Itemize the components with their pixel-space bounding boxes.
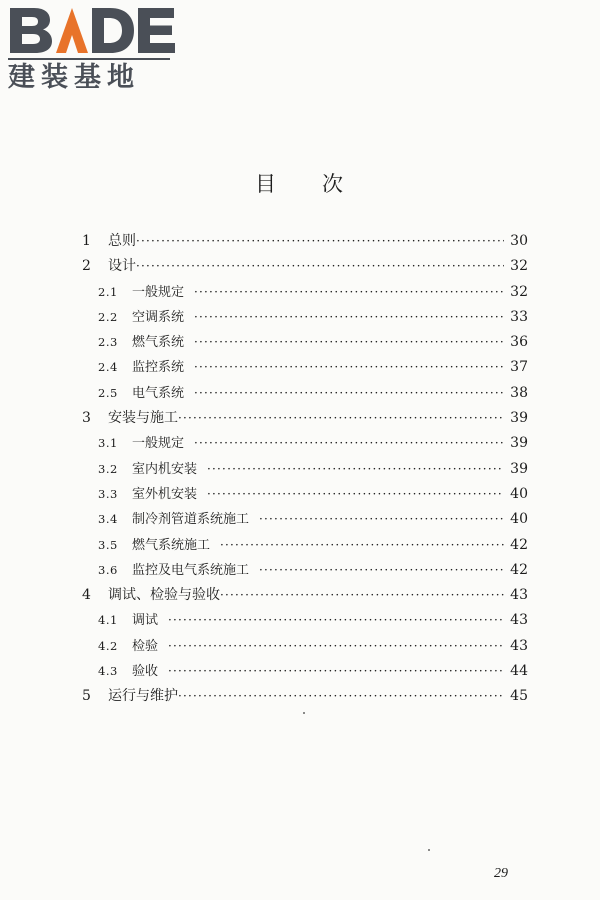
title-char-2: 次	[322, 172, 345, 196]
bade-logo-icon	[8, 4, 178, 56]
toc-page-number: 40	[510, 511, 528, 528]
toc-page-number: 44	[510, 663, 528, 680]
toc-leader-dots	[220, 588, 504, 602]
toc-section-row[interactable]	[82, 331, 528, 356]
title-char-1: 目	[255, 172, 278, 196]
toc-section-row[interactable]	[82, 382, 528, 407]
toc-number: 4.1	[98, 613, 118, 628]
toc-number: 2	[82, 258, 91, 275]
toc-number: 2.4	[98, 360, 118, 375]
logo-subtitle: 建装基地	[8, 62, 140, 93]
toc-page-number: 37	[510, 359, 528, 376]
toc-label: 电气系统	[132, 385, 185, 401]
toc-number: 3.6	[98, 562, 118, 577]
toc-number: 3.3	[98, 486, 118, 501]
toc-leader-dots	[168, 639, 504, 653]
toc-chapter-row[interactable]	[82, 584, 528, 609]
toc-chapter-row[interactable]	[82, 230, 528, 255]
toc-section-row[interactable]	[82, 508, 528, 533]
page-title	[0, 168, 600, 198]
toc-section-row[interactable]	[82, 281, 528, 306]
toc-label: 验收	[132, 664, 159, 680]
toc-number: 4.3	[98, 664, 118, 679]
toc-label: 燃气系统	[132, 335, 185, 351]
toc-label: 设计	[108, 258, 136, 275]
toc-page-number: 42	[510, 561, 528, 578]
toc-section-row[interactable]	[82, 609, 528, 634]
toc-page-number: 39	[510, 435, 528, 452]
toc-page-number: 43	[510, 612, 528, 629]
toc-leader-dots	[259, 512, 504, 526]
toc-page-number: 36	[510, 334, 528, 351]
toc-page-number: 39	[510, 460, 528, 477]
toc-label: 检验	[132, 638, 159, 654]
toc-leader-dots	[194, 285, 504, 299]
toc-label: 监控及电气系统施工	[132, 562, 250, 578]
toc-label: 监控系统	[132, 360, 185, 376]
toc-leader-dots	[168, 664, 504, 678]
toc-chapter-row[interactable]	[82, 255, 528, 280]
toc-page-number: 38	[510, 384, 528, 401]
toc-section-row[interactable]	[82, 483, 528, 508]
toc-number: 2.3	[98, 335, 118, 350]
toc-label: 一般规定	[132, 436, 185, 452]
toc-page-number: 33	[510, 308, 528, 325]
toc-leader-dots	[136, 259, 504, 273]
toc-leader-dots	[178, 689, 504, 703]
toc-label: 安装与施工	[108, 410, 178, 427]
toc-section-row[interactable]	[82, 458, 528, 483]
toc-number: 3.2	[98, 461, 118, 476]
toc-number: 4	[82, 587, 91, 604]
toc-page-number: 39	[510, 410, 528, 427]
toc-leader-dots	[168, 613, 504, 627]
toc-number: 5	[82, 688, 91, 705]
toc-label: 室内机安装	[132, 461, 198, 477]
table-of-contents	[82, 230, 528, 711]
toc-page-number: 43	[510, 637, 528, 654]
toc-page-number: 42	[510, 536, 528, 553]
toc-label: 总则	[108, 233, 136, 249]
toc-label: 调试	[132, 613, 159, 629]
toc-section-row[interactable]	[82, 306, 528, 331]
toc-leader-dots	[259, 563, 504, 577]
toc-leader-dots	[194, 310, 504, 324]
logo	[8, 4, 178, 94]
toc-section-row[interactable]	[82, 559, 528, 584]
logo-wordmark	[8, 4, 178, 56]
toc-section-row[interactable]	[82, 635, 528, 660]
toc-leader-dots	[207, 462, 504, 476]
toc-section-row[interactable]	[82, 356, 528, 381]
toc-leader-dots	[194, 360, 504, 374]
toc-number: 2.1	[98, 284, 118, 299]
toc-leader-dots	[194, 335, 504, 349]
toc-page-number: 32	[510, 258, 528, 275]
toc-section-row[interactable]	[82, 660, 528, 685]
toc-number: 3.4	[98, 512, 118, 527]
toc-number: 3	[82, 410, 91, 427]
toc-leader-dots	[194, 436, 504, 450]
toc-page-number: 32	[510, 283, 528, 300]
toc-label: 燃气系统施工	[132, 537, 211, 553]
toc-leader-dots	[220, 538, 504, 552]
toc-section-row[interactable]	[82, 534, 528, 559]
toc-number: 3.5	[98, 537, 118, 552]
toc-page-number: 40	[510, 485, 528, 502]
logo-divider	[8, 58, 170, 60]
toc-chapter-row[interactable]	[82, 685, 528, 710]
toc-leader-dots	[178, 411, 504, 425]
toc-label: 运行与维护	[108, 688, 178, 705]
toc-leader-dots	[136, 234, 504, 248]
toc-leader-dots	[207, 487, 504, 501]
toc-label: 空调系统	[132, 309, 185, 325]
toc-section-row[interactable]	[82, 432, 528, 457]
toc-number: 4.2	[98, 638, 118, 653]
toc-label: 调试、检验与验收	[108, 587, 220, 604]
paper-speck	[428, 849, 430, 851]
toc-page-number: 45	[510, 688, 528, 705]
toc-label: 制冷剂管道系统施工	[132, 512, 250, 528]
toc-page-number: 43	[510, 587, 528, 604]
paper-speck	[303, 712, 305, 714]
toc-label: 室外机安装	[132, 486, 198, 502]
toc-number: 2.5	[98, 385, 118, 400]
toc-chapter-row[interactable]	[82, 407, 528, 432]
toc-label: 一般规定	[132, 284, 185, 300]
toc-leader-dots	[194, 386, 504, 400]
toc-number: 2.2	[98, 309, 118, 324]
toc-page-number: 30	[510, 233, 528, 249]
toc-number: 1	[82, 233, 91, 249]
toc-number: 3.1	[98, 436, 118, 451]
page-number: 29	[494, 866, 508, 881]
